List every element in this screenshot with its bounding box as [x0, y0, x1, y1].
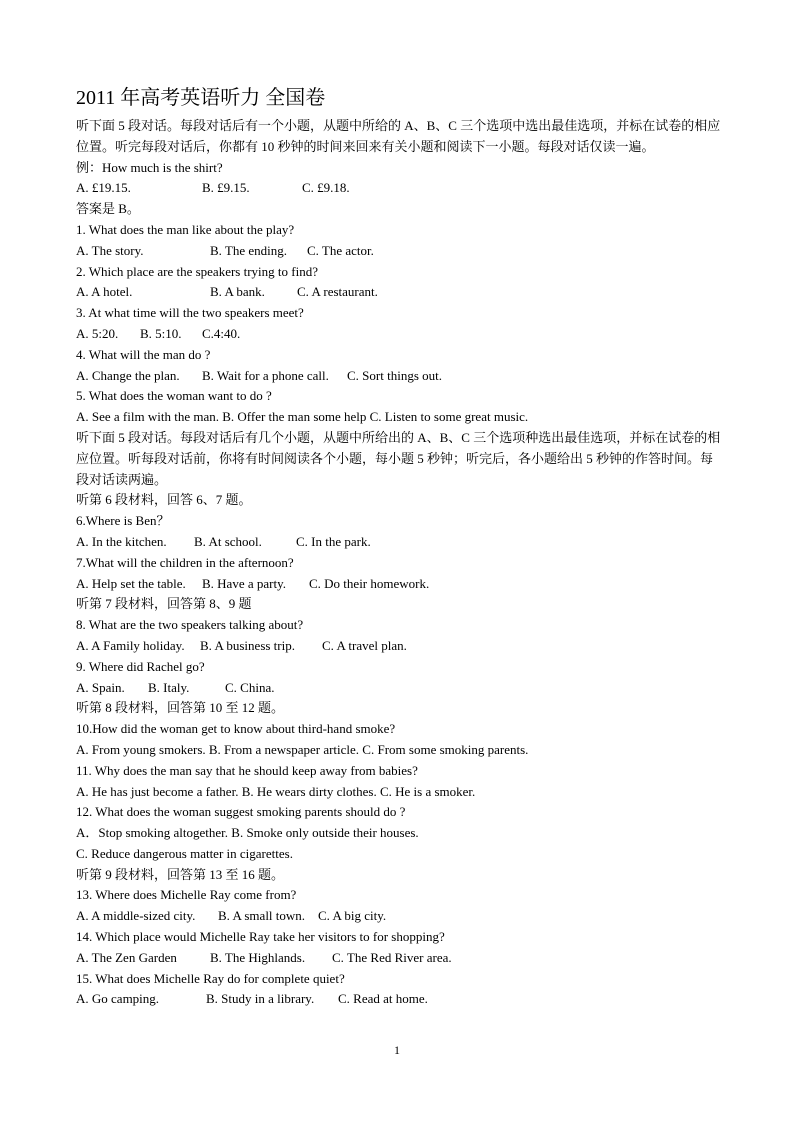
question-13-options — [76, 906, 722, 927]
question-5: 5. What does the woman want to do ? — [76, 388, 272, 404]
option-c: C. Do their homework. — [309, 575, 430, 591]
example-options — [76, 178, 722, 199]
question-8: 8. What are the two speakers talking about? — [76, 617, 304, 633]
question-9-options — [76, 678, 722, 699]
option-c: C. The actor. — [307, 242, 374, 258]
question-11: 11. Why does the man say that he should keep away from babies? — [76, 762, 418, 778]
option-c: C. £9.18. — [302, 180, 350, 196]
question-2: 2. Which place are the speakers trying to find? — [76, 263, 318, 279]
question-14: 14. Which place would Michelle Ray take her visitors to for shopping? — [76, 929, 445, 945]
instructions-part1: 听下面 5 段对话。每段对话后有一个小题，从题中所给的 A、B、C 三个选项中选出最佳选项，并标在试卷的相应位置。听完每段对话后，你都有 10 秒钟的时间来回来有关小题和阅读下一小题。每段对话仅读一遍。 — [76, 118, 721, 154]
option-b: B. A bank. — [210, 284, 265, 300]
option-a: A. The story. — [76, 242, 144, 258]
document-body — [76, 84, 722, 1010]
option-a: A. A hotel. — [76, 284, 133, 300]
question-1-options — [76, 241, 722, 262]
question-5-options: A. See a film with the man. B. Offer the man some help C. Listen to some great music. — [76, 409, 529, 425]
option-c: C. The Red River area. — [332, 949, 452, 965]
question-4-options — [76, 366, 722, 387]
question-3-options — [76, 324, 722, 345]
question-10-options: A. From young smokers. B. From a newspaper article. C. From some smoking parents. — [76, 741, 529, 757]
option-a: A. Change the plan. — [76, 367, 180, 383]
option-c: C. In the park. — [296, 533, 371, 549]
instructions-part2: 听下面 5 段对话。每段对话后有几个小题，从题中所给出的 A、B、C 三个选项种选出最佳选项，并标在试卷的相应位置。听每段对话前，你将有时间阅读各个小题，每小题 5 秒钟；听完后，各小题给出 5 秒钟的作答时间。每段对话读两遍。 — [76, 429, 721, 487]
question-15-options — [76, 989, 722, 1010]
option-a: A. Spain. — [76, 679, 125, 695]
option-c: C. China. — [225, 679, 275, 695]
option-a: A. £19.15. — [76, 180, 131, 196]
question-15: 15. What does Michelle Ray do for complete quiet? — [76, 970, 345, 986]
page-title: 2011 年高考英语听力 全国卷 — [76, 87, 326, 109]
option-b: B. 5:10. — [140, 325, 182, 341]
example-question: 例：How much is the shirt? — [76, 159, 223, 175]
option-b: B. Italy. — [148, 679, 190, 695]
option-a: A. 5:20. — [76, 325, 119, 341]
option-b: B. Have a party. — [202, 575, 286, 591]
question-12: 12. What does the woman suggest smoking parents should do ? — [76, 804, 406, 820]
option-a: A. A Family holiday. — [76, 637, 185, 653]
question-11-options: A. He has just become a father. B. He wears dirty clothes. C. He is a smoker. — [76, 783, 476, 799]
question-12-options-continued: C. Reduce dangerous matter in cigarettes. — [76, 845, 293, 861]
option-b: B. Study in a library. — [206, 991, 315, 1007]
option-b: B. Wait for a phone call. — [202, 367, 329, 383]
option-c: C. A big city. — [318, 908, 387, 924]
question-7: 7.What will the children in the afternoon? — [76, 554, 294, 570]
option-b: B. At school. — [194, 533, 262, 549]
section-6-heading: 听第 6 段材料，回答 6、7 题。 — [76, 492, 252, 508]
option-a: A. Go camping. — [76, 991, 160, 1007]
question-3: 3. At what time will the two speakers meet? — [76, 305, 304, 321]
question-6-options — [76, 532, 722, 553]
page-number: 1 — [394, 1043, 400, 1057]
option-a: A. The Zen Garden — [76, 949, 177, 965]
question-13: 13. Where does Michelle Ray come from? — [76, 887, 297, 903]
section-8-heading: 听第 8 段材料，回答第 10 至 12 题。 — [76, 700, 285, 716]
option-c: C. Sort things out. — [347, 367, 442, 383]
option-a: A. A middle-sized city. — [76, 908, 196, 924]
section-7-heading: 听第 7 段材料，回答第 8、9 题 — [76, 596, 252, 612]
question-6: 6.Where is Ben？ — [76, 513, 170, 529]
question-4: 4. What will the man do ? — [76, 346, 211, 362]
question-12-options: A．Stop smoking altogether. B. Smoke only outside their houses. — [76, 825, 419, 841]
question-2-options — [76, 282, 722, 303]
option-b: B. The ending. — [210, 242, 288, 258]
question-9: 9. Where did Rachel go? — [76, 658, 205, 674]
option-b: B. A small town. — [218, 908, 306, 924]
question-8-options — [76, 636, 722, 657]
question-1: 1. What does the man like about the play? — [76, 221, 295, 237]
option-b: B. £9.15. — [202, 180, 250, 196]
option-c: C.4:40. — [202, 325, 241, 341]
option-c: C. A travel plan. — [322, 637, 407, 653]
option-a: A. In the kitchen. — [76, 533, 167, 549]
option-c: C. A restaurant. — [297, 284, 378, 300]
option-b: B. A business trip. — [200, 637, 295, 653]
question-10: 10.How did the woman get to know about third-hand smoke? — [76, 721, 396, 737]
option-a: A. Help set the table. — [76, 575, 186, 591]
option-c: C. Read at home. — [338, 991, 428, 1007]
option-b: B. The Highlands. — [210, 949, 306, 965]
question-14-options — [76, 948, 722, 969]
example-answer: 答案是 B。 — [76, 201, 140, 217]
section-9-heading: 听第 9 段材料，回答第 13 至 16 题。 — [76, 866, 285, 882]
question-7-options — [76, 574, 722, 595]
